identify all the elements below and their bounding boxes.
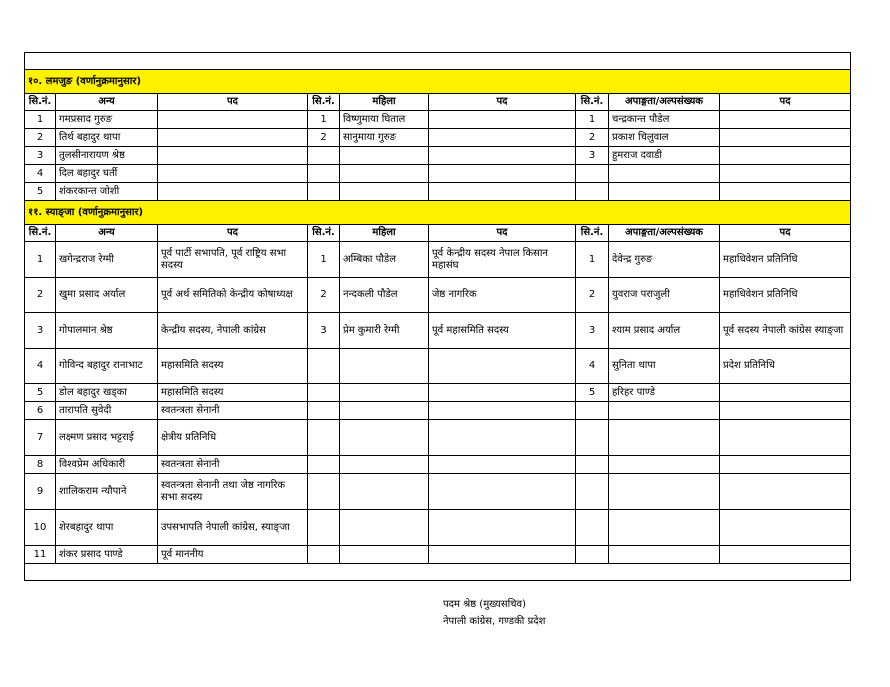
- table-row: [25, 111, 851, 129]
- minority-post: [720, 111, 851, 129]
- minority-post: [720, 546, 851, 564]
- other-name: शेरबहादुर थापा: [56, 510, 158, 546]
- other-name: गोविन्द बहादुर रानाभाट: [56, 349, 158, 384]
- women-post: जेष्ठ नागरिक: [429, 278, 576, 313]
- women-post: [429, 510, 576, 546]
- women-name: [340, 546, 429, 564]
- minority-post: [720, 384, 851, 402]
- other-name: दिल बहादुर घर्ती: [56, 165, 158, 183]
- minority-name: [609, 456, 720, 474]
- header-women: महिला: [340, 225, 429, 242]
- other-name: गोपालमान श्रेष्ठ: [56, 313, 158, 349]
- other-post: [158, 111, 308, 129]
- minority-name: [609, 165, 720, 183]
- table-row: [25, 384, 851, 402]
- minority-name: हरिहर पाण्डे: [609, 384, 720, 402]
- women-post: [429, 546, 576, 564]
- column-header-row: [25, 94, 851, 111]
- sn: 2: [576, 129, 609, 147]
- minority-post: पूर्व सदस्य नेपाली कांग्रेस स्याङ्जा: [720, 313, 851, 349]
- sn: [576, 474, 609, 510]
- women-name: [340, 349, 429, 384]
- other-post: स्वतन्त्रता सेनानी: [158, 456, 308, 474]
- minority-post: [720, 474, 851, 510]
- sn: 8: [25, 456, 56, 474]
- sn: 3: [576, 147, 609, 165]
- sn: [308, 349, 340, 384]
- sn: [576, 456, 609, 474]
- minority-post: [720, 183, 851, 201]
- table-row: [25, 183, 851, 201]
- minority-name: [609, 510, 720, 546]
- sn: [308, 420, 340, 456]
- sn: 2: [25, 129, 56, 147]
- women-name: नन्दकली पौडेल: [340, 278, 429, 313]
- sn: 2: [25, 278, 56, 313]
- other-post: महासमिति सदस्य: [158, 384, 308, 402]
- sn: [308, 402, 340, 420]
- women-name: [340, 510, 429, 546]
- sn: 5: [25, 183, 56, 201]
- sn: 3: [25, 147, 56, 165]
- women-post: [429, 420, 576, 456]
- minority-name: हुमराज दवाडी: [609, 147, 720, 165]
- women-post: [429, 147, 576, 165]
- other-post: क्षेत्रीय प्रतिनिधि: [158, 420, 308, 456]
- sn: [308, 147, 340, 165]
- table-row: [25, 420, 851, 456]
- minority-post: महाधिवेशन प्रतिनिधि: [720, 278, 851, 313]
- sn: 3: [308, 313, 340, 349]
- sn: [576, 165, 609, 183]
- table-row: [25, 147, 851, 165]
- header-post: पद: [158, 225, 308, 242]
- member-list-table: [24, 52, 851, 581]
- sn: 10: [25, 510, 56, 546]
- sn: 4: [576, 349, 609, 384]
- minority-name: [609, 402, 720, 420]
- women-post: [429, 474, 576, 510]
- minority-post: महाधिवेशन प्रतिनिधि: [720, 242, 851, 278]
- other-name: लक्ष्मण प्रसाद भट्टराई: [56, 420, 158, 456]
- blank-cell: [25, 564, 851, 581]
- table-row: [25, 242, 851, 278]
- women-post: [429, 111, 576, 129]
- sn: 4: [25, 349, 56, 384]
- section-title-row: [25, 70, 851, 94]
- minority-name: प्रकाश चिलुवाल: [609, 129, 720, 147]
- sn: [308, 456, 340, 474]
- women-post: पूर्व महासमिति सदस्य: [429, 313, 576, 349]
- header-other: अन्य: [56, 225, 158, 242]
- sn: 1: [308, 242, 340, 278]
- sn: 5: [576, 384, 609, 402]
- other-name: तारापति सुवेदी: [56, 402, 158, 420]
- header-other: अन्य: [56, 94, 158, 111]
- sn: [308, 510, 340, 546]
- women-name: विष्णुमाया घिताल: [340, 111, 429, 129]
- minority-name: सुनिता थापा: [609, 349, 720, 384]
- women-name: [340, 147, 429, 165]
- women-name: [340, 183, 429, 201]
- other-name: खुमा प्रसाद अर्याल: [56, 278, 158, 313]
- other-post: [158, 129, 308, 147]
- minority-post: [720, 510, 851, 546]
- header-sn: सि.नं.: [576, 94, 609, 111]
- signatory-name: पदम श्रेष्ठ (मुख्यसचिव): [443, 599, 526, 610]
- sn: 1: [576, 111, 609, 129]
- column-header-row: [25, 225, 851, 242]
- women-post: [429, 456, 576, 474]
- women-post: [429, 129, 576, 147]
- other-name: तुलसीनारायण श्रेष्ठ: [56, 147, 158, 165]
- other-name: तिर्थ बहादुर थापा: [56, 129, 158, 147]
- table-row: [25, 313, 851, 349]
- table-row: [25, 474, 851, 510]
- table-row: [25, 349, 851, 384]
- sn: 1: [25, 242, 56, 278]
- women-name: [340, 420, 429, 456]
- women-post: पूर्व केन्द्रीय सदस्य नेपाल किसान महासंघ: [429, 242, 576, 278]
- minority-post: [720, 165, 851, 183]
- other-post: केन्द्रीय सदस्य, नेपाली कांग्रेस: [158, 313, 308, 349]
- section-title: १०. लमजुङ (वर्णानुक्रमानुसार): [25, 70, 851, 94]
- header-sn: सि.नं.: [25, 225, 56, 242]
- sn: 2: [576, 278, 609, 313]
- sn: 7: [25, 420, 56, 456]
- blank-row: [25, 53, 851, 70]
- sn: 2: [308, 129, 340, 147]
- header-post: पद: [720, 94, 851, 111]
- women-name: [340, 456, 429, 474]
- other-name: शंकरकान्त जोशी: [56, 183, 158, 201]
- minority-name: [609, 183, 720, 201]
- header-post: पद: [429, 225, 576, 242]
- other-name: डोल बहादुर खड्का: [56, 384, 158, 402]
- other-post: उपसभापति नेपाली कांग्रेस, स्याङ्जा: [158, 510, 308, 546]
- header-sn: सि.नं.: [576, 225, 609, 242]
- section-title-row: [25, 201, 851, 225]
- minority-name: [609, 546, 720, 564]
- minority-name: श्याम प्रसाद अर्याल: [609, 313, 720, 349]
- sn: [308, 165, 340, 183]
- sn: [308, 546, 340, 564]
- sn: 1: [25, 111, 56, 129]
- sn: 1: [308, 111, 340, 129]
- women-post: [429, 183, 576, 201]
- women-post: [429, 349, 576, 384]
- other-post: [158, 183, 308, 201]
- sn: 6: [25, 402, 56, 420]
- table-row: [25, 456, 851, 474]
- minority-post: [720, 147, 851, 165]
- other-name: विश्वप्रेम अधिकारी: [56, 456, 158, 474]
- women-post: [429, 384, 576, 402]
- women-name: अम्बिका पौडेल: [340, 242, 429, 278]
- sn: 4: [25, 165, 56, 183]
- header-post: पद: [158, 94, 308, 111]
- sn: [576, 402, 609, 420]
- table-row: [25, 402, 851, 420]
- header-minority: अपाङ्गता/अल्पसंख्यक: [609, 225, 720, 242]
- sn: [308, 183, 340, 201]
- sn: 5: [25, 384, 56, 402]
- other-name: शंकर प्रसाद पाण्डे: [56, 546, 158, 564]
- table-body: [25, 53, 851, 581]
- blank-cell: [25, 53, 851, 70]
- header-sn: सि.नं.: [308, 225, 340, 242]
- minority-post: प्रदेश प्रतिनिधि: [720, 349, 851, 384]
- other-post: पूर्व पार्टी सभापति, पूर्व राष्ट्रिय सभा सदस्य: [158, 242, 308, 278]
- table-row: [25, 165, 851, 183]
- sn: 2: [308, 278, 340, 313]
- sn: 3: [25, 313, 56, 349]
- other-name: शालिकराम न्यौपाने: [56, 474, 158, 510]
- women-name: [340, 384, 429, 402]
- section-title: ११. स्याङ्जा (वर्णानुक्रमानुसार): [25, 201, 851, 225]
- women-name: सानुमाया गुरुङ: [340, 129, 429, 147]
- table-row: [25, 129, 851, 147]
- minority-name: युवराज पराजुली: [609, 278, 720, 313]
- sn: [576, 420, 609, 456]
- other-post: स्वतन्त्रता सेनानी तथा जेष्ठ नागरिक सभा सदस्य: [158, 474, 308, 510]
- minority-post: [720, 402, 851, 420]
- sn: 9: [25, 474, 56, 510]
- minority-name: चन्द्रकान्त पौडेल: [609, 111, 720, 129]
- other-post: पूर्व अर्थ समितिको केन्द्रीय कोषाध्यक्ष: [158, 278, 308, 313]
- other-post: [158, 147, 308, 165]
- women-name: [340, 402, 429, 420]
- women-post: [429, 402, 576, 420]
- blank-row: [25, 564, 851, 581]
- women-name: प्रेम कुमारी रेग्मी: [340, 313, 429, 349]
- table-row: [25, 510, 851, 546]
- other-post: [158, 165, 308, 183]
- minority-name: [609, 420, 720, 456]
- other-name: गमप्रसाद गुरुङ: [56, 111, 158, 129]
- minority-post: [720, 456, 851, 474]
- signatory-organization: नेपाली कांग्रेस, गण्डकी प्रदेश: [443, 616, 546, 627]
- minority-name: देवेन्द्र गुरुङ: [609, 242, 720, 278]
- sn: [576, 183, 609, 201]
- header-post: पद: [429, 94, 576, 111]
- women-name: [340, 165, 429, 183]
- table-row: [25, 278, 851, 313]
- header-women: महिला: [340, 94, 429, 111]
- sn: [308, 384, 340, 402]
- women-name: [340, 474, 429, 510]
- other-post: स्वतन्त्रता सेनानी: [158, 402, 308, 420]
- header-sn: सि.नं.: [308, 94, 340, 111]
- other-post: पूर्व माननीय: [158, 546, 308, 564]
- women-post: [429, 165, 576, 183]
- other-post: महासमिति सदस्य: [158, 349, 308, 384]
- header-post: पद: [720, 225, 851, 242]
- header-minority: अपाङ्गता/अल्पसंख्यक: [609, 94, 720, 111]
- header-sn: सि.नं.: [25, 94, 56, 111]
- table-row: [25, 546, 851, 564]
- minority-name: [609, 474, 720, 510]
- sn: 11: [25, 546, 56, 564]
- sn: [576, 510, 609, 546]
- minority-post: [720, 420, 851, 456]
- sn: [576, 546, 609, 564]
- sn: 1: [576, 242, 609, 278]
- minority-post: [720, 129, 851, 147]
- sn: [308, 474, 340, 510]
- other-name: खगेन्द्रराज रेग्मी: [56, 242, 158, 278]
- sn: 3: [576, 313, 609, 349]
